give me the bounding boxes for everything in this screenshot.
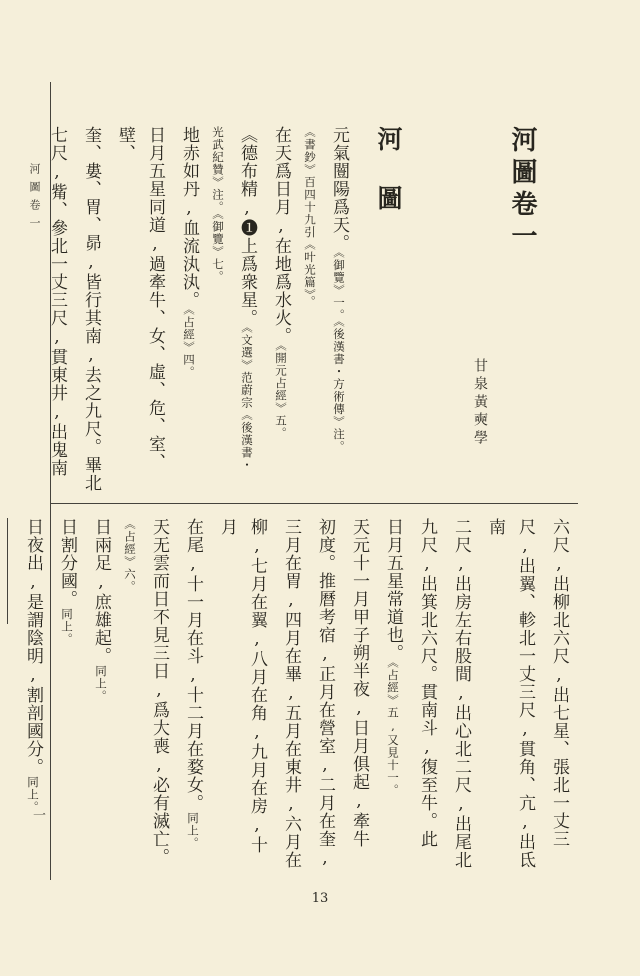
text-column (178, 518, 208, 870)
main-text: 奎、婁、胃、昴,皆行其南,去之九尺。畢北 (81, 126, 101, 492)
text-column (412, 518, 442, 870)
citation-note: 《開元占經》五。 (274, 345, 288, 440)
main-text: 柳,七月在翼,八月在角,九月在房,十月 (217, 518, 267, 854)
text-column (212, 518, 272, 870)
text-column (310, 518, 340, 870)
lower-text-block (0, 518, 574, 870)
citation-note: 同上。 (60, 608, 74, 646)
main-text: 日月五星同道,過牽牛、女、虛、危、室、壁、 (115, 126, 165, 471)
main-text: 天无雲而日不見三日,爲大喪,必有滅亡。 (149, 518, 169, 866)
volume-title: 河圖卷一 (507, 126, 537, 254)
citation-note: 光武紀贊》注。《御覽》七。 (211, 126, 225, 283)
main-text: 元氣闓陽爲天。 (329, 126, 349, 252)
main-text: 地赤如丹,血流汍汍。 (179, 126, 199, 309)
text-column (52, 518, 82, 870)
citation-note: 同上。 (26, 776, 40, 814)
citation-note: 《書鈔》百四十九引《叶光篇》。 (303, 126, 317, 308)
main-text: 三月在胃,四月在畢,五月在東井,六月在 (281, 518, 301, 869)
text-column (42, 126, 72, 506)
upper-text-block (38, 126, 544, 506)
citation-column (120, 518, 140, 870)
main-text: 《德布精,❶上爲衆星。 (237, 126, 257, 327)
text-column (232, 126, 262, 506)
text-column (76, 126, 106, 506)
main-text: 二尺,出房左右股間,出心北二尺,出尾北 (451, 518, 471, 869)
text-column (18, 518, 48, 870)
citation-note: 《占經》六。 (123, 518, 137, 593)
text-column (324, 126, 354, 506)
main-text: 七尺,觜、參北一丈三尺,貫東井,出鬼南 (47, 126, 67, 477)
text-column (266, 126, 296, 506)
citation-note: 同上。 (186, 812, 200, 850)
citation-note: 《占經》五,又見十一。 (386, 662, 400, 797)
main-text: 初度。推曆考宿,正月在營室,二月在奎, (315, 518, 335, 869)
section-heading: 河圖 (374, 126, 403, 244)
main-text: 日月五星常道也。 (383, 518, 403, 662)
folio-number: 一 (30, 808, 45, 821)
main-text: 日夜出,是謂陰明,割剖國分。 (23, 518, 43, 776)
text-column (480, 518, 540, 870)
text-column (378, 518, 408, 870)
text-column (86, 518, 116, 870)
citation-note: 《文選》范蔚宗《後漢書・ (240, 327, 254, 472)
main-text: 日割分國。 (57, 518, 77, 608)
text-column (144, 518, 174, 870)
main-text: 九尺,出箕北六尺。貫南斗,復至牛。此 (417, 518, 437, 848)
citation-note: 《占經》四。 (182, 309, 196, 379)
citation-note: 同上。 (94, 665, 108, 703)
text-column (276, 518, 306, 870)
text-column (544, 518, 574, 870)
citation-note: 《御覽》一。《後漢書・方術傳》注。 (332, 252, 346, 453)
main-text: 在天爲日月,在地爲水火。 (271, 126, 291, 345)
attribution: 甘泉黃奭學 (472, 358, 488, 448)
running-title: 河圖卷一 (28, 163, 41, 235)
text-column (110, 126, 170, 506)
main-text: 六尺,出柳北六尺,出七星、張北一丈三 (549, 518, 569, 848)
main-text: 日兩足,庶雄起。 (91, 518, 111, 665)
text-column (174, 126, 204, 506)
footnote-separator-line (7, 518, 8, 624)
text-column (446, 518, 476, 870)
text-column (344, 518, 374, 870)
page-number: 13 (311, 891, 329, 906)
main-text: 在尾,十一月在斗,十二月在婺女。 (183, 518, 203, 812)
citation-column (300, 126, 320, 506)
citation-column (208, 126, 228, 506)
main-text: 天元十一月甲子朔半夜,日月俱起,牽牛 (349, 518, 369, 848)
main-text: 尺,出翼、軫北一丈三尺,貫角、亢,出氐南 (485, 518, 535, 869)
